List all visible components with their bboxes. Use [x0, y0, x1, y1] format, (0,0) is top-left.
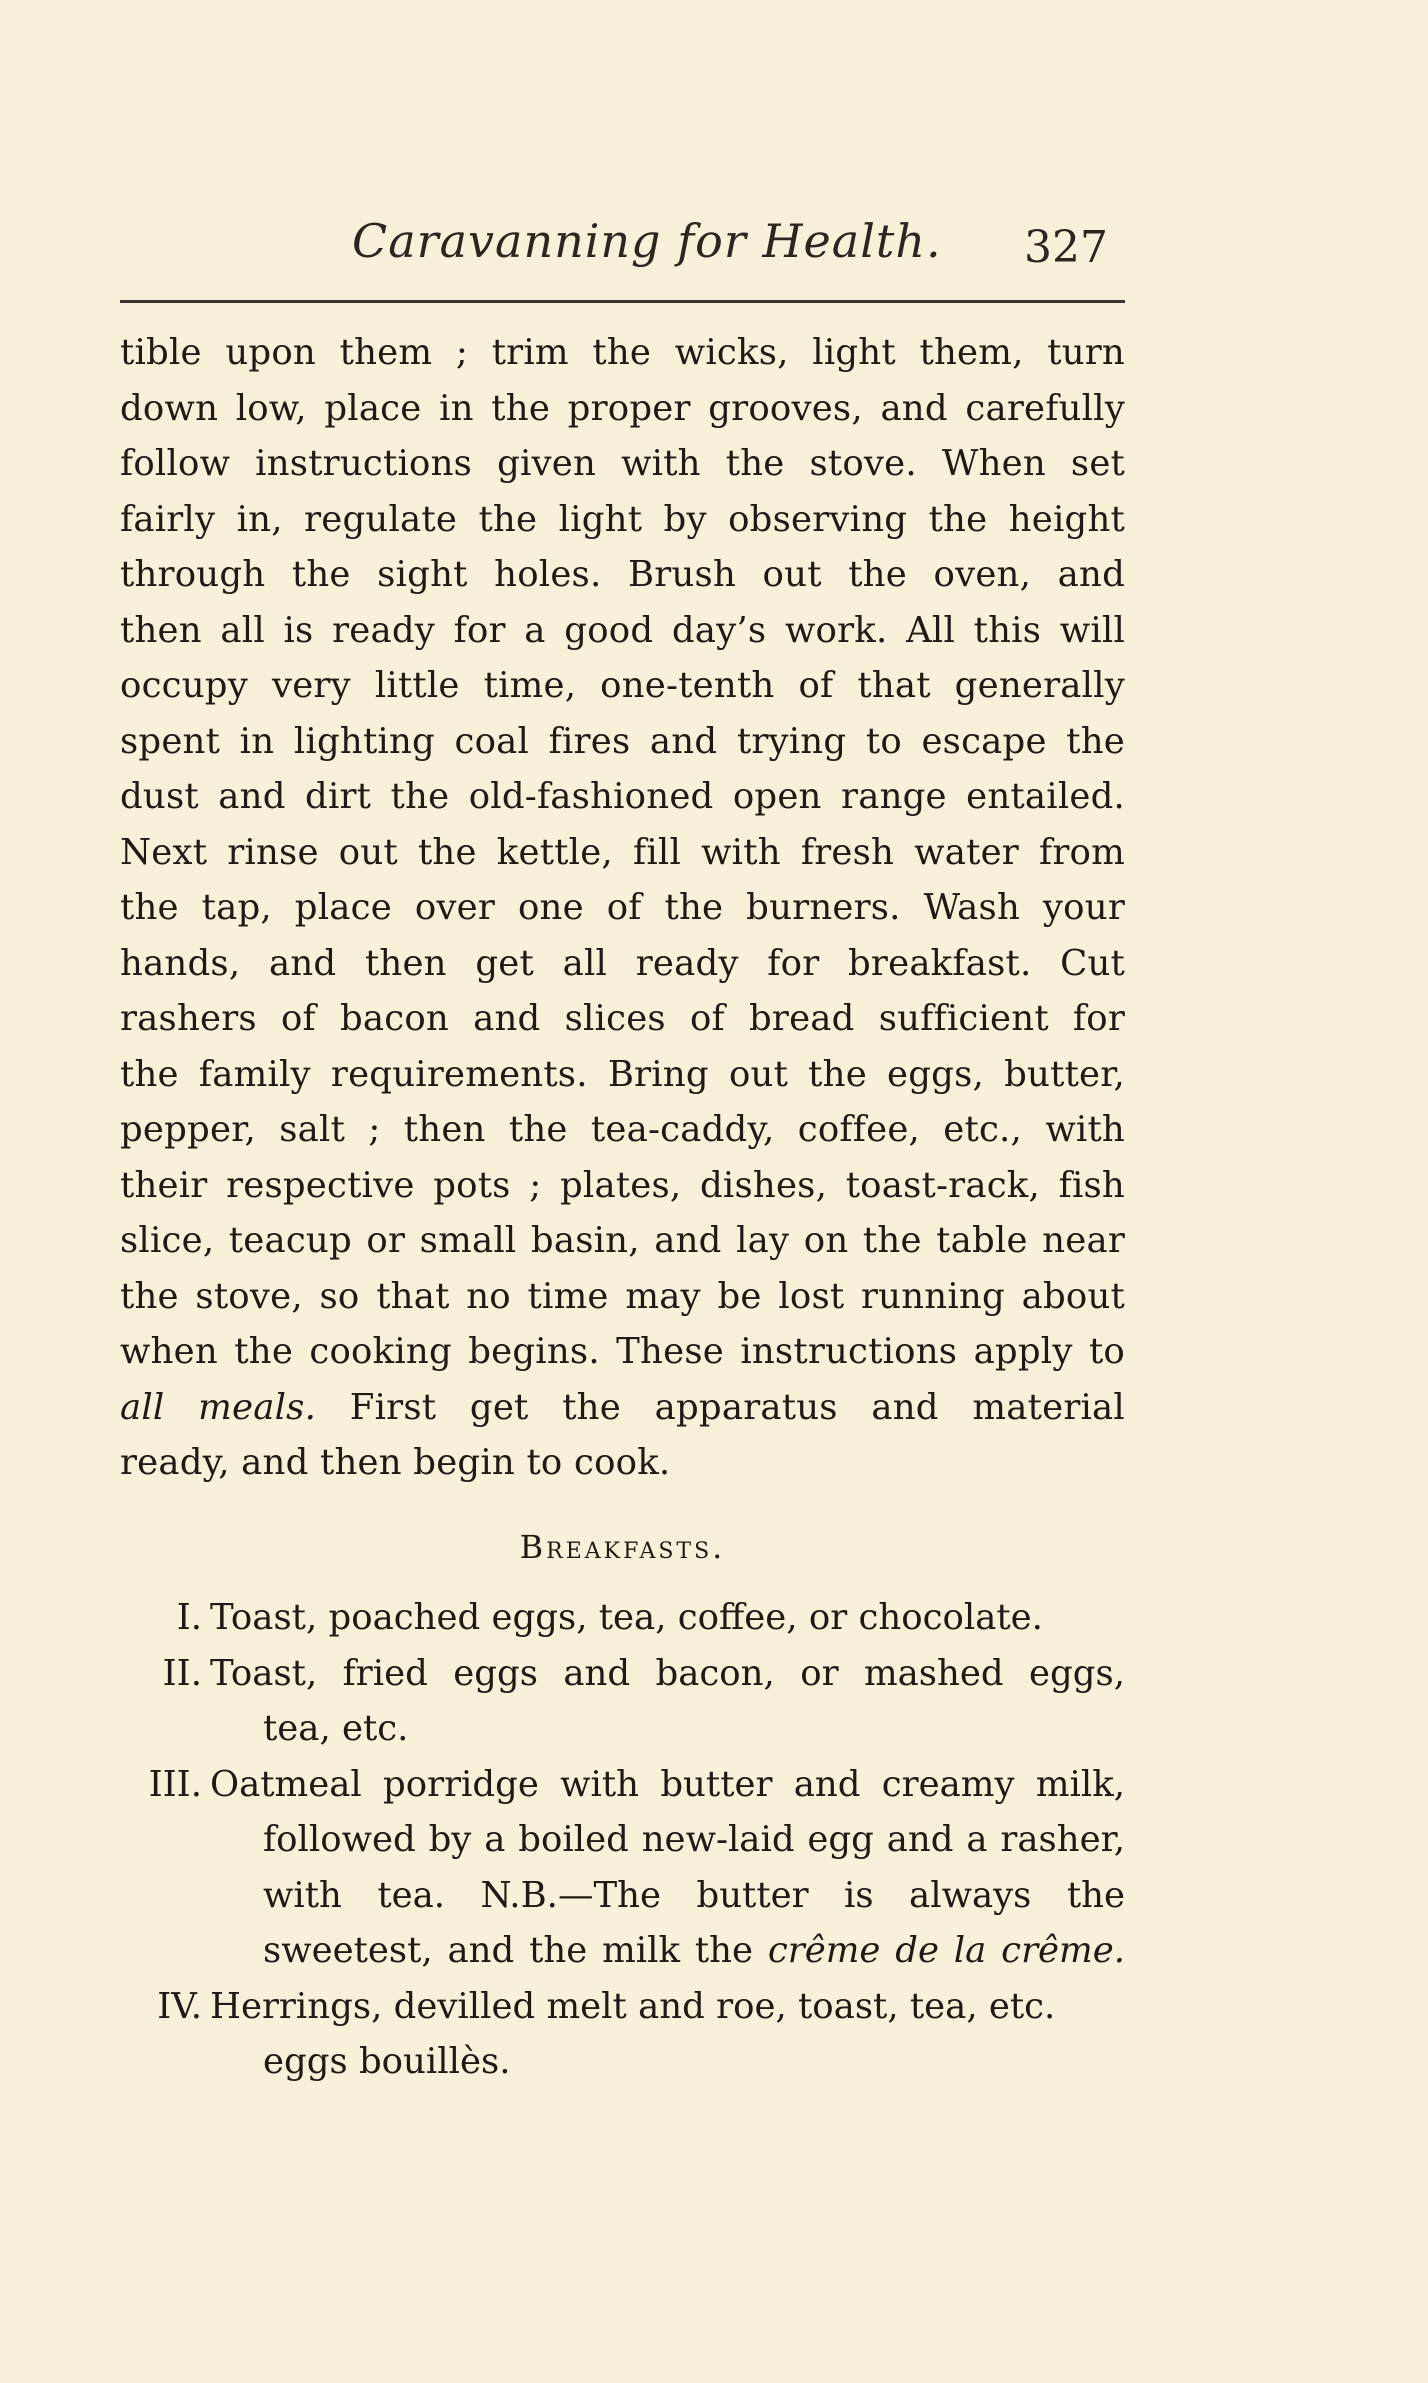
running-title: Caravanning for Health. — [352, 214, 942, 268]
item-numeral: II. — [162, 1652, 202, 1694]
text-line: fairly in, regulate the light by observing the height — [120, 498, 1125, 540]
body-paragraph — [120, 325, 1125, 1491]
text-line — [120, 1380, 1125, 1436]
section-heading-breakfasts — [120, 1528, 1125, 1566]
text-line: rashers of bacon and slices of bread sufficient for — [120, 998, 1125, 1039]
item-text — [210, 1590, 1125, 1646]
text-line: spent in lighting coal fires and trying to escape the — [120, 720, 1125, 762]
text-line: through the sight holes. Brush out the oven, and — [120, 554, 1125, 595]
text-line: pepper, salt ; then the tea-caddy, coffee, etc., with — [120, 1109, 1125, 1150]
item-text — [210, 1646, 1125, 1757]
italic-phrase: all meals. — [120, 1386, 317, 1428]
list-item — [120, 1979, 1125, 2090]
text-line: tible upon them ; trim the wicks, light them, turn — [120, 332, 1125, 373]
section-heading-text: Breakfasts. — [519, 1528, 726, 1566]
text-line: down low, place in the proper grooves, and carefully — [120, 387, 1125, 429]
text-line: their respective pots ; plates, dishes, toast-rack, fish — [120, 1164, 1125, 1206]
text-line: when the cooking begins. These instructions apply to — [120, 1331, 1125, 1372]
text-segment: First get the apparatus and material — [316, 1386, 1125, 1428]
list-item — [120, 1646, 1125, 1757]
text-line: followed by a boiled new-laid egg and a rasher, — [263, 1819, 1125, 1860]
item-text — [210, 1757, 1125, 1979]
text-line — [210, 1923, 1125, 1979]
item-numeral: I. — [176, 1597, 202, 1638]
text-line: occupy very little time, one-tenth of that generally — [120, 665, 1125, 706]
text-line: Toast, poached eggs, tea, coffee, or chocolate. — [210, 1597, 1043, 1638]
text-line: with tea. N.B.—The butter is always the — [263, 1874, 1125, 1916]
list-item — [120, 1590, 1125, 1646]
italic-phrase: crême de la crême. — [767, 1930, 1125, 1971]
item-text — [210, 1979, 1125, 2090]
running-header — [120, 200, 1120, 280]
text-line: the stove, so that no time may be lost running about — [120, 1275, 1125, 1317]
text-line: dust and dirt the old-fashioned open range entailed. — [120, 776, 1125, 817]
text-line: Next rinse out the kettle, fill with fresh water from — [120, 831, 1125, 873]
text-line: eggs bouillès. — [263, 2041, 511, 2082]
text-line: Oatmeal porridge with butter and creamy milk, — [210, 1763, 1125, 1805]
text-line: Herrings, devilled melt and roe, toast, tea, etc. — [210, 1985, 1056, 2027]
text-line: then all is ready for a good day’s work. All this will — [120, 609, 1125, 651]
text-segment: sweetest, and the milk the — [263, 1930, 768, 1971]
header-rule — [120, 300, 1125, 303]
breakfast-list — [120, 1590, 1125, 2090]
text-line: Toast, fried eggs and bacon, or mashed eggs, — [210, 1652, 1125, 1694]
text-line: the tap, place over one of the burners. Wash your — [120, 887, 1125, 928]
list-item — [120, 1757, 1125, 1979]
text-line: the family requirements. Bring out the eggs, butter, — [120, 1053, 1125, 1095]
text-line: tea, etc. — [263, 1708, 409, 1749]
text-line: slice, teacup or small basin, and lay on the table near — [120, 1220, 1125, 1261]
text-line: follow instructions given with the stove. When set — [120, 443, 1125, 484]
page-number: 327 — [1024, 222, 1108, 273]
text-line: ready, and then begin to cook. — [120, 1442, 671, 1483]
item-numeral: IV. — [157, 1985, 202, 2027]
text-line: hands, and then get all ready for breakfast. Cut — [120, 942, 1125, 984]
item-numeral: III. — [148, 1763, 202, 1805]
